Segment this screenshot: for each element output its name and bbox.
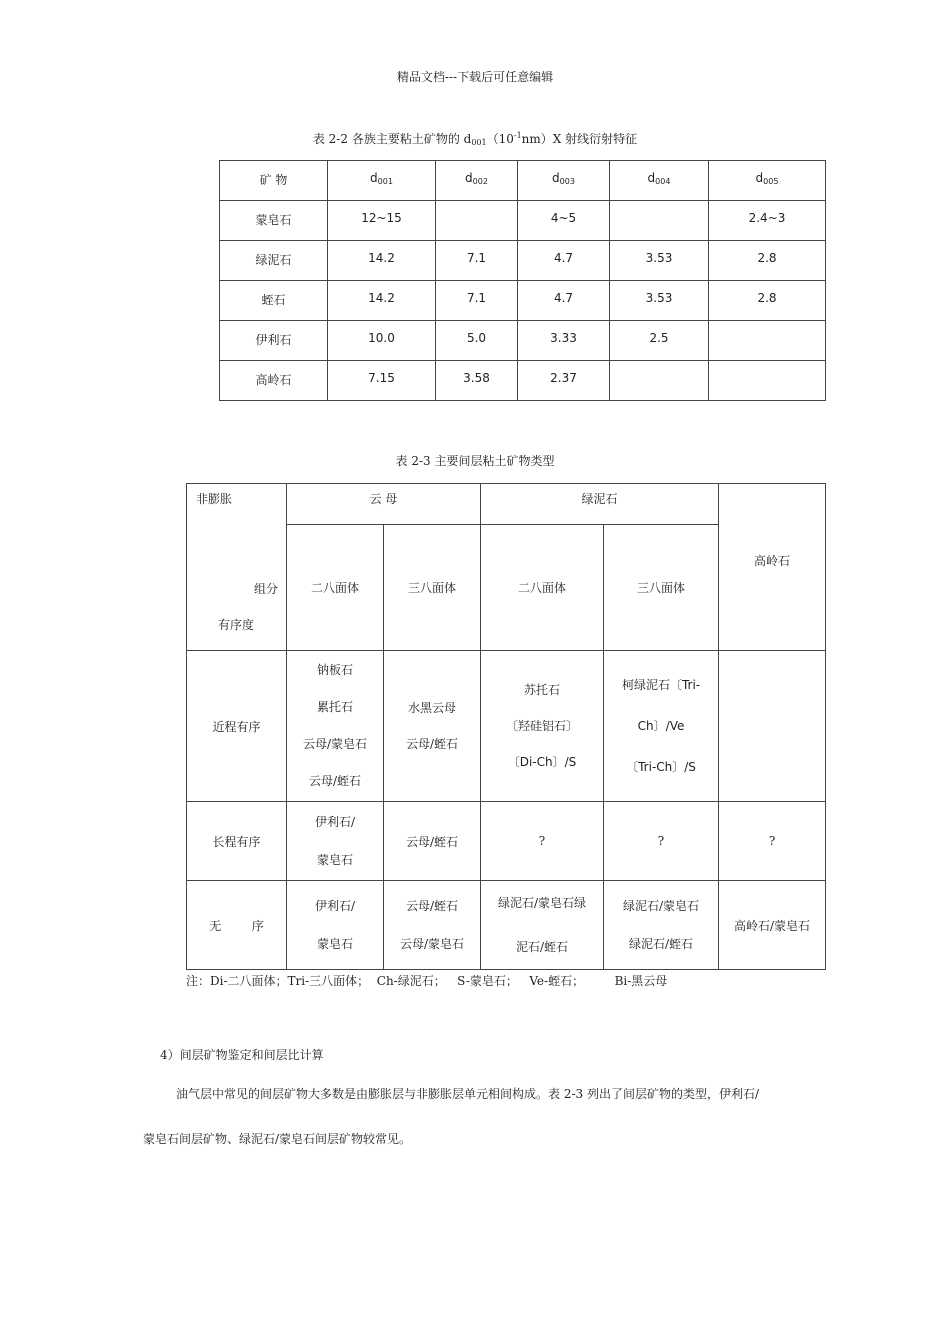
cell: 云母/蛭石 (384, 802, 481, 881)
cell: 3.58 (436, 361, 518, 401)
row-label-disorder: 无 序 (187, 881, 287, 970)
corner-top: 非膨胀 (196, 492, 233, 506)
sub-di-chlorite: 二八面体 (481, 525, 604, 651)
cell: 7.15 (328, 361, 436, 401)
header-d003: $d_{003}$ (518, 161, 610, 201)
cell: 10.0 (328, 321, 436, 361)
sub-tri-chlorite: 三八面体 (604, 525, 719, 651)
table2-caption: 表 2-3 主要间层粘土矿物类型 (395, 454, 555, 468)
cell: ? (719, 802, 826, 881)
table-header-row (187, 484, 826, 525)
cell: 7.1 (436, 281, 518, 321)
cell (610, 361, 709, 401)
cell: ? (604, 802, 719, 881)
cell: 蛭石 (220, 281, 328, 321)
corner-cell (187, 484, 287, 651)
cell: 云母/蛭石 云母/蒙皂石 (384, 881, 481, 970)
cell: 14.2 (328, 241, 436, 281)
cell: 2.8 (709, 241, 826, 281)
cell: 4~5 (518, 201, 610, 241)
corner-mid: 组分 (253, 582, 278, 596)
caption-text: （10 (486, 132, 514, 146)
sub-di-mica: 二八面体 (287, 525, 384, 651)
cell: 绿泥石/蒙皂石 绿泥石/蛭石 (604, 881, 719, 970)
table1-caption (0, 130, 950, 147)
cell: 3.53 (610, 281, 709, 321)
cell: 伊利石 (220, 321, 328, 361)
header-mica: 云 母 (287, 484, 481, 525)
cell: 3.53 (610, 241, 709, 281)
header-d004: $d_{004}$ (610, 161, 709, 201)
header-d002: $d_{002}$ (436, 161, 518, 201)
caption-text: nm）X 射线衍射特征 (521, 132, 638, 146)
header-d001: $d_{001}$ (328, 161, 436, 201)
cell: 4.7 (518, 241, 610, 281)
cell: 12~15 (328, 201, 436, 241)
cell: 柯绿泥石〔Tri- Ch〕/Ve 〔Tri-Ch〕/S (604, 651, 719, 802)
cell: 绿泥石/蒙皂石绿 泥石/蛭石 (481, 881, 604, 970)
table-row (220, 201, 826, 241)
cell: 2.37 (518, 361, 610, 401)
cell: 5.0 (436, 321, 518, 361)
table-header-row (220, 161, 826, 201)
cell: ? (481, 802, 604, 881)
cell: 伊利石/ 蒙皂石 (287, 881, 384, 970)
cell: 钠板石 累托石 云母/蒙皂石 云母/蛭石 (287, 651, 384, 802)
interlayer-table (186, 483, 826, 970)
cell (709, 321, 826, 361)
header-kaolinite: 高岭石 (719, 484, 826, 651)
table-row (220, 321, 826, 361)
row-label-short: 近程有序 (187, 651, 287, 802)
page-header: 精品文档---下载后可任意编辑 (396, 70, 554, 84)
cell (610, 201, 709, 241)
paragraph-line: 蒙皂石间层矿物、绿泥石/蒙皂石间层矿物较常见。 (143, 1132, 412, 1146)
table-row (187, 651, 826, 802)
cell: 高岭石 (220, 361, 328, 401)
cell: 2.5 (610, 321, 709, 361)
cell: 伊利石/ 蒙皂石 (287, 802, 384, 881)
table-note: 注：Di-二八面体；Tri-三八面体； Ch-绿泥石； S-蒙皂石； Ve-蛭石； Bi-黑云母 (186, 974, 668, 988)
table-row (220, 361, 826, 401)
caption-text: 表 2-2 各族主要粘土矿物的 d (312, 132, 472, 146)
cell: 14.2 (328, 281, 436, 321)
cell: 3.33 (518, 321, 610, 361)
caption-sup: -1 (513, 131, 522, 140)
table-row (220, 281, 826, 321)
cell: 2.8 (709, 281, 826, 321)
corner-bottom: 有序度 (218, 618, 255, 632)
header-mineral: 矿 物 (220, 161, 328, 201)
header-d005: $d_{005}$ (709, 161, 826, 201)
cell (709, 361, 826, 401)
table-row (187, 881, 826, 970)
section-heading: 4）间层矿物鉴定和间层比计算 (160, 1048, 324, 1062)
cell: 蒙皂石 (220, 201, 328, 241)
cell: 2.4~3 (709, 201, 826, 241)
cell (719, 651, 826, 802)
cell: 高岭石/蒙皂石 (719, 881, 826, 970)
cell (436, 201, 518, 241)
cell: 4.7 (518, 281, 610, 321)
header-chlorite: 绿泥石 (481, 484, 719, 525)
xrd-table (219, 160, 826, 401)
cell: 7.1 (436, 241, 518, 281)
table-row (187, 802, 826, 881)
row-label-long: 长程有序 (187, 802, 287, 881)
paragraph-line: 油气层中常见的间层矿物大多数是由膨胀层与非膨胀层单元相间构成。表 2-3 列出了间层矿物的类型，伊利石/ (176, 1087, 760, 1101)
cell: 苏托石 〔羟硅铝石〕 〔Di-Ch〕/S (481, 651, 604, 802)
caption-sub: 001 (471, 138, 487, 147)
table-row (220, 241, 826, 281)
sub-tri-mica: 三八面体 (384, 525, 481, 651)
cell: 绿泥石 (220, 241, 328, 281)
cell: 水黑云母 云母/蛭石 (384, 651, 481, 802)
